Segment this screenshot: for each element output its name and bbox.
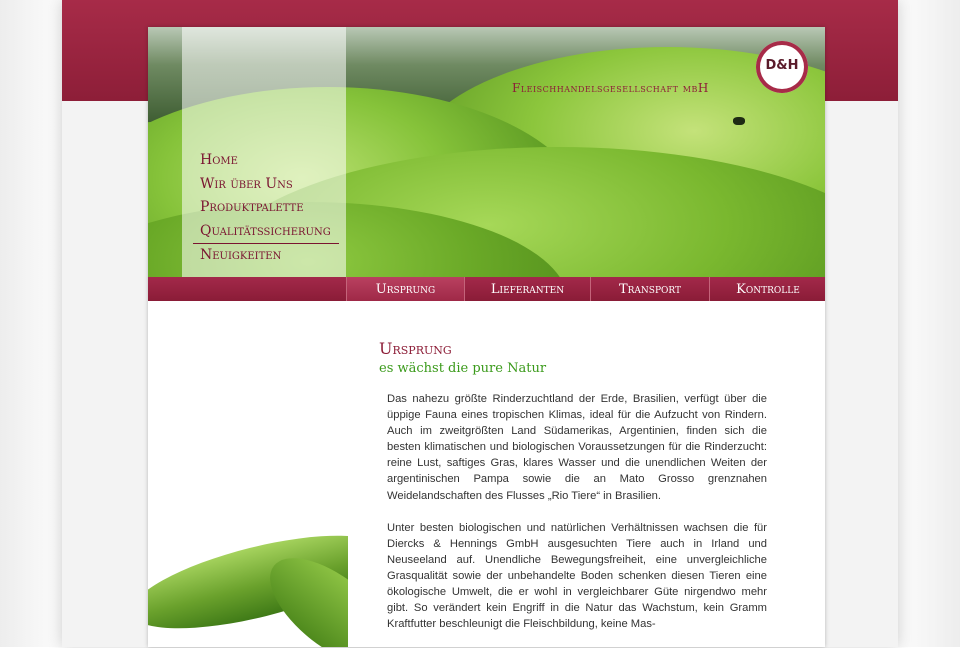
content-subtitle: es wächst die pure Natur	[379, 361, 547, 376]
logo[interactable]	[756, 41, 808, 93]
content-title: Ursprung	[379, 339, 452, 358]
hero-banner	[148, 27, 825, 277]
content-body	[387, 391, 767, 648]
logo-text: D&H	[765, 58, 799, 73]
tab-kontrolle[interactable]: Kontrolle	[709, 277, 826, 301]
leaf-decoration	[148, 517, 348, 647]
menu-item-wir-ueber-uns[interactable]: Wir über Uns	[200, 175, 293, 192]
menu-item-qualitaetssicherung[interactable]: Qualitätssicherung	[193, 220, 339, 245]
menu-item-home[interactable]: Home	[200, 152, 238, 168]
company-name: Fleischhandelsgesellschaft mbH	[512, 81, 709, 95]
cow-silhouette	[733, 117, 745, 125]
content-paragraph: Unter besten biologischen und natürlichen Verhältnissen wachsen die für Diercks & Hennings GmbH ausgesuchten Tiere auch in Irland und Neuseeland auf. Unendliche Bewegungsfreiheit, eine unvergleichliche Grasqualität sowie der unbehandelte Boden schenken diesen Tieren eine ökologische Umwelt, die er wohl in vergleichbarer Güte nirgendwo mehr gibt. So verändert kein Engriff in die Natur das Wachstum, kein Gramm Kraftfutter beschleunigt die Fleischbildung, keine Mas-	[387, 521, 767, 631]
content-paragraph: Das nahezu größte Rinderzuchtland der Erde, Brasilien, verfügt über die üppige Fauna eines tropischen Klimas, ideal für die Aufzucht von Rindern. Auch im zweitgrößten Land Südamerikas, Argentinien, finden sich die besten klimatischen und biologischen Voraussetzungen für die Rinderzucht: reine Lust, saftiges Gras, klares Wasser und die unendlichen Weiten der argentinischen Pampa sowie die an Mato Grosso grenznahen Weidelandschaften des Flusses „Rio Tiere“ in Brasilien.	[387, 393, 767, 502]
tab-lieferanten[interactable]: Lieferanten	[464, 277, 590, 301]
sub-navigation	[148, 277, 825, 301]
tab-transport[interactable]: Transport	[590, 277, 709, 301]
main-menu	[200, 149, 339, 268]
site-frame	[148, 27, 825, 647]
menu-item-produktpalette[interactable]: Produktpalette	[200, 199, 304, 215]
tab-ursprung[interactable]: Ursprung	[346, 277, 464, 301]
menu-item-neuigkeiten[interactable]: Neuigkeiten	[200, 247, 282, 263]
